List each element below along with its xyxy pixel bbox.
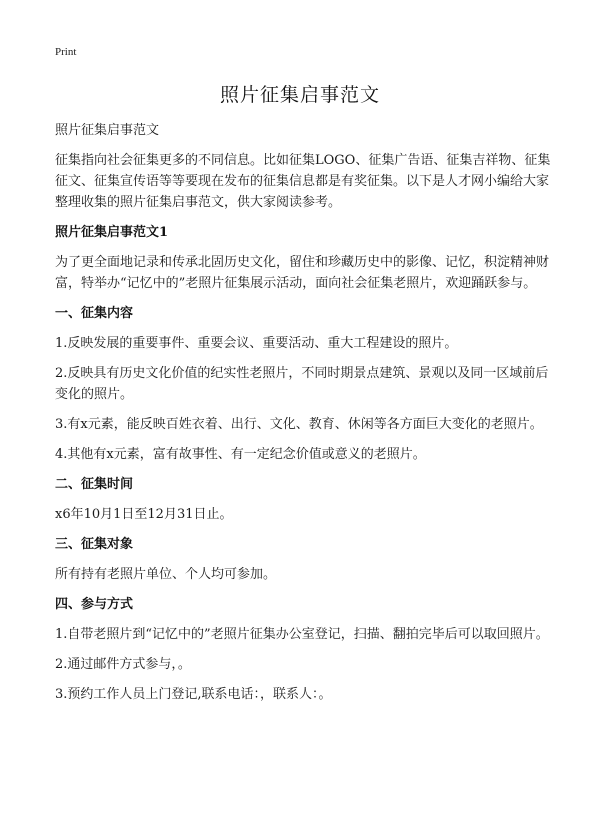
way-item-1: 1.自带老照片到“记忆中的”老照片征集办公室登记，扫描、翻拍完毕后可以取回照片。 (55, 627, 549, 642)
content-item-1: 1.反映发展的重要事件、重要会议、重要活动、重大工程建设的照片。 (55, 336, 458, 351)
heading-target: 三、征集对象 (55, 537, 134, 552)
target-paragraph: 所有持有老照片单位、个人均可参加。 (55, 567, 277, 582)
content-item-2: 2.反映具有历史文化价值的纪实性老照片，不同时期景点建筑、景观以及同一区域前后变化的照片。 (55, 366, 549, 402)
subtitle-paragraph: 照片征集启事范文 (55, 123, 160, 138)
heading-way: 四、参与方式 (55, 597, 134, 612)
content-item-4: 4.其他有x元素，富有故事性、有一定纪念价值或意义的老照片。 (55, 447, 426, 462)
way-item-3: 3.预约工作人员上门登记,联系电话：，联系人：。 (55, 687, 332, 702)
print-label: Print (55, 46, 77, 58)
document-body (55, 120, 555, 714)
page-title: 照片征集启事范文 (219, 84, 380, 106)
intro-paragraph: 征集指向社会征集更多的不同信息。比如征集LOGO、征集广告语、征集吉祥物、征集征文、征集宣传语等等要现在发布的征集信息都是有奖征集。以下是人才网小编给大家整理收集的照片征集启事范文，供大家阅读参考。 (55, 153, 551, 210)
purpose-paragraph: 为了更全面地记录和传承北固历史文化，留住和珍藏历史中的影像、记忆，积淀精神财富，特举办“记忆中的”老照片征集展示活动，面向社会征集老照片，欢迎踊跃参与。 (55, 255, 550, 291)
content-item-3: 3.有x元素，能反映百姓衣着、出行、文化、教育、休闲等各方面巨大变化的老照片。 (55, 417, 543, 432)
heading-content: 一、征集内容 (55, 306, 134, 321)
time-paragraph: x6年10月1日至12月31日止。 (55, 507, 233, 522)
way-item-2: 2.通过邮件方式参与，。 (55, 657, 191, 672)
heading-time: 二、征集时间 (55, 477, 134, 492)
section-heading: 照片征集启事范文1 (55, 225, 169, 240)
